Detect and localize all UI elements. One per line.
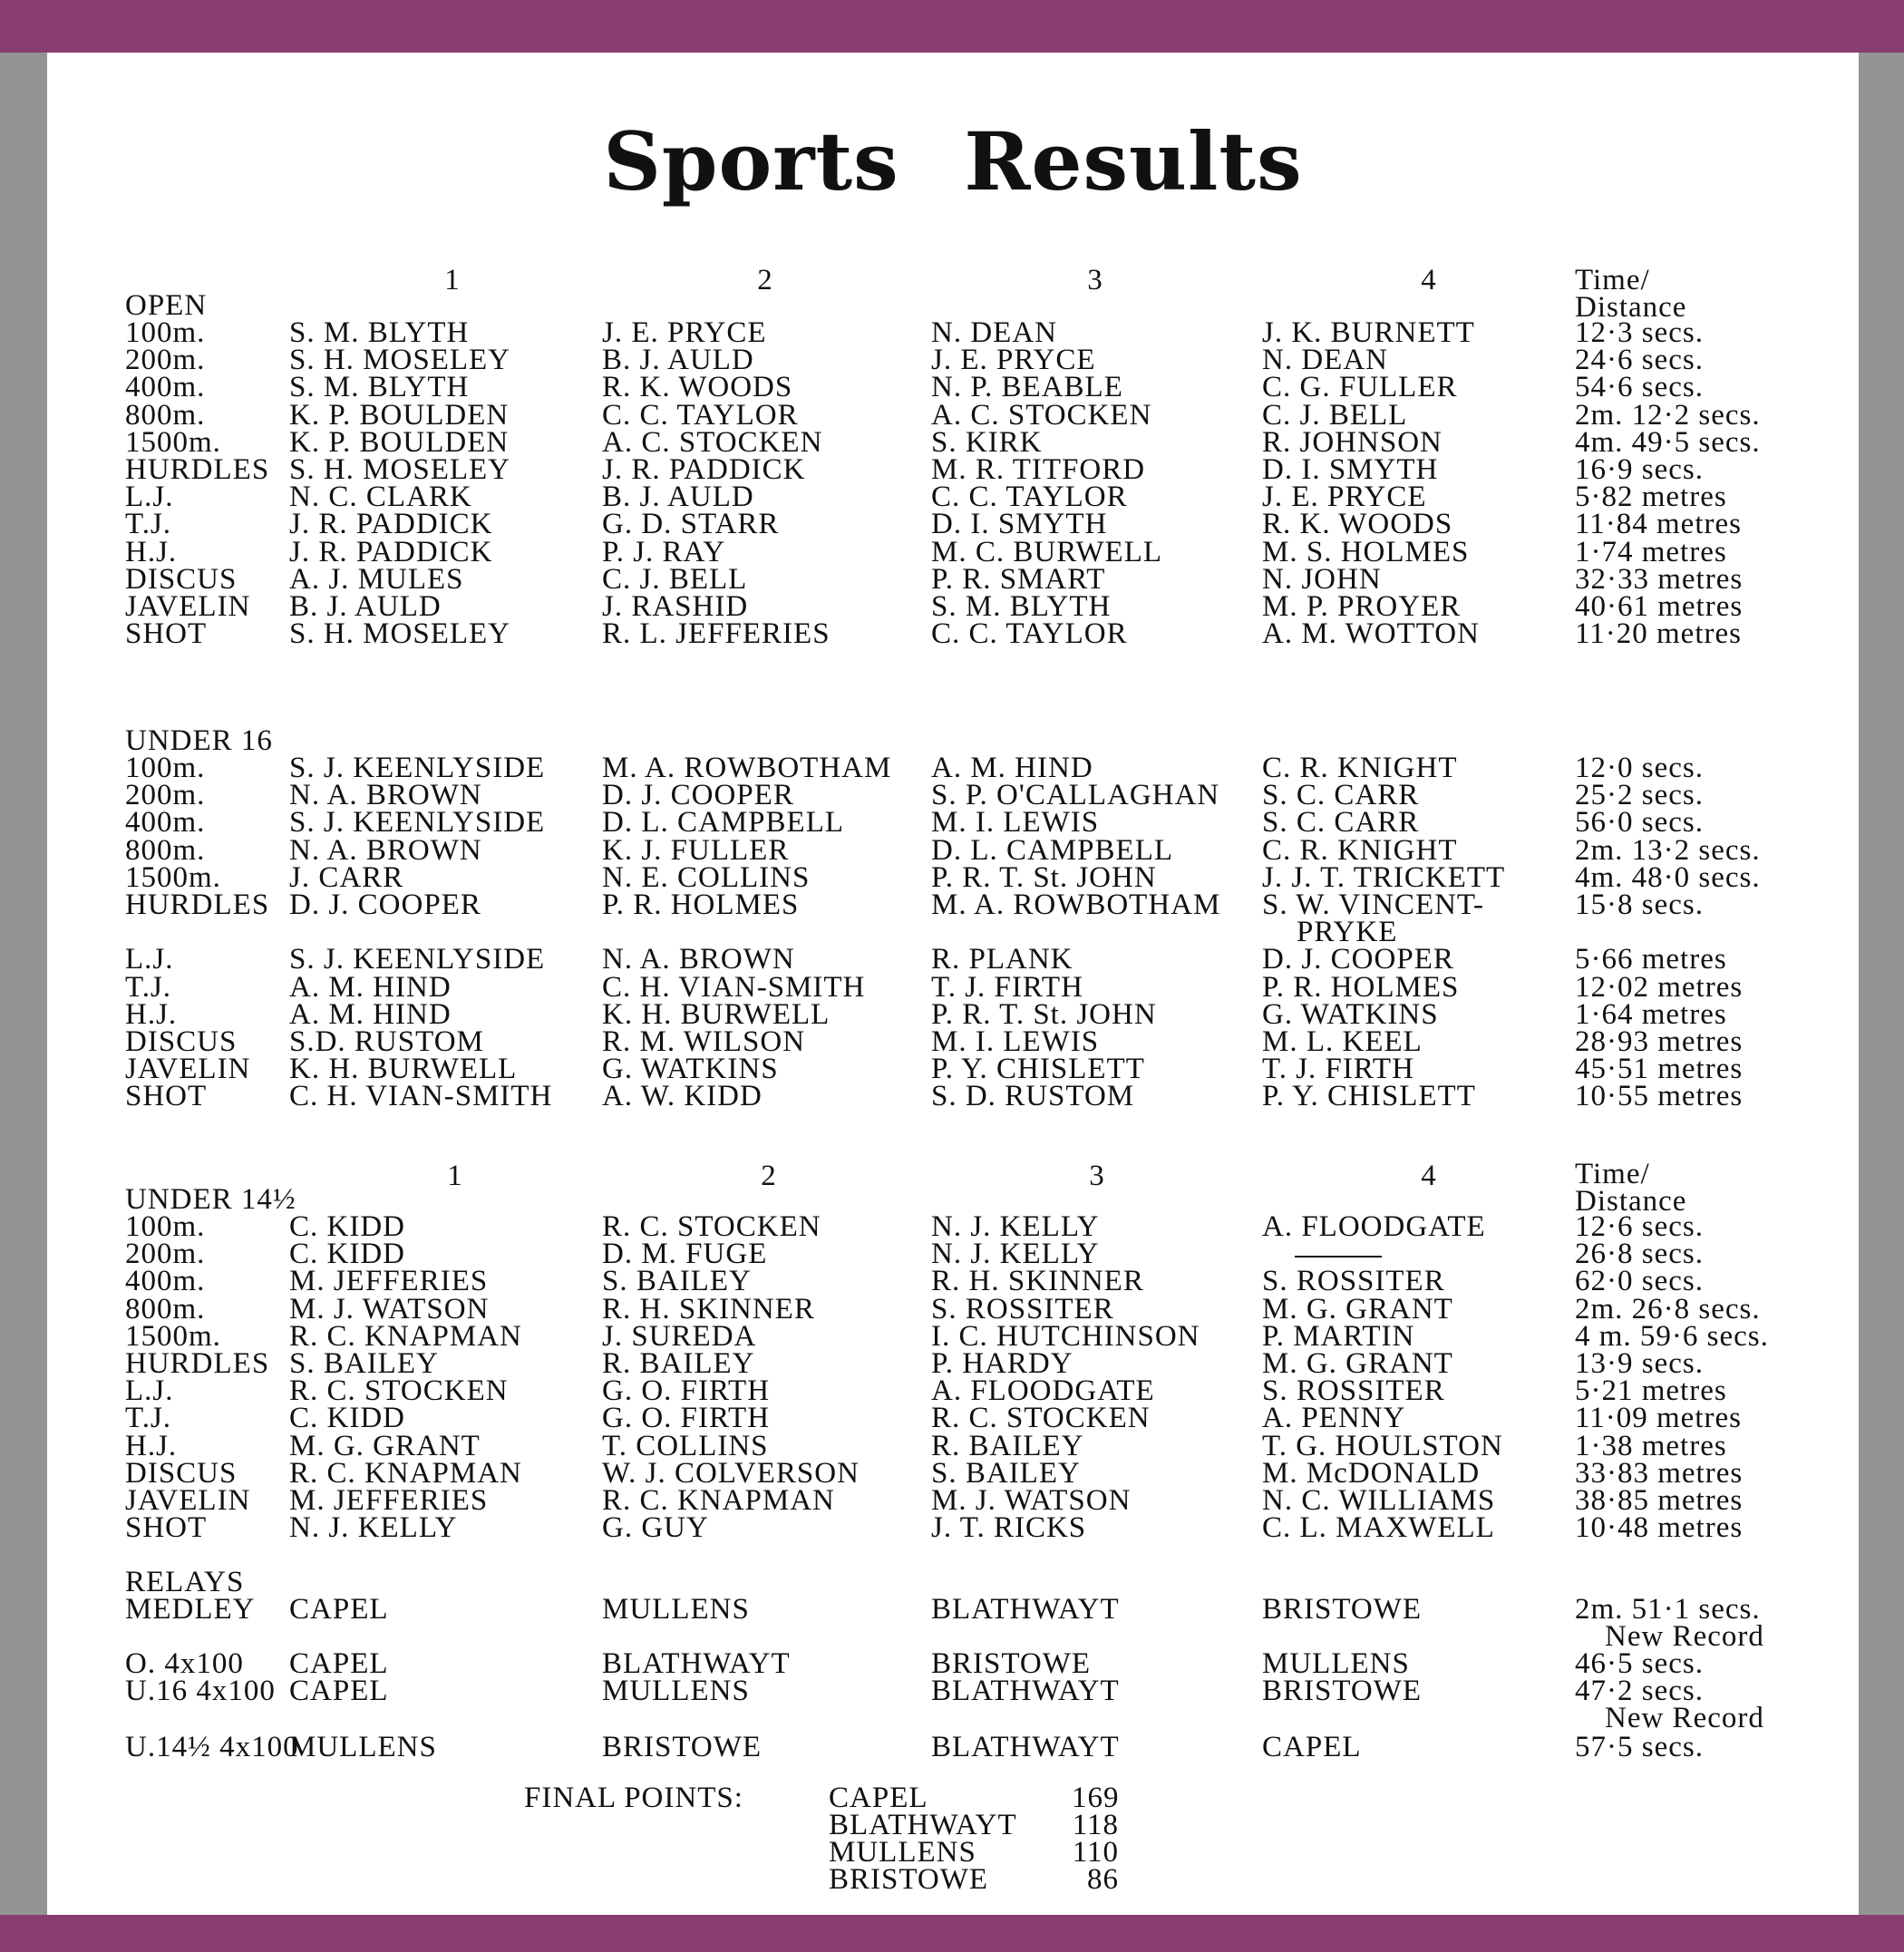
place-3-name: BRISTOWE (931, 1647, 1092, 1680)
place-2-name: M. A. ROWBOTHAM (602, 752, 892, 784)
page-title: Sports Results (603, 114, 1303, 209)
event-name: SHOT (125, 1080, 208, 1113)
place-2-name: D. L. CAMPBELL (602, 806, 845, 840)
place-3-name: J. T. RICKS (931, 1511, 1087, 1545)
place-2-name: MULLENS (602, 1675, 750, 1707)
event-name: 400m. (125, 806, 206, 840)
event-name: DISCUS (125, 1025, 238, 1058)
place-2-name: G. O. FIRTH (602, 1402, 771, 1435)
col-header-1: 1 (447, 1160, 463, 1192)
place-4-name: A. FLOODGATE (1262, 1210, 1486, 1243)
place-1-name: C. KIDD (289, 1402, 405, 1435)
section-label-under-16: UNDER 16 (125, 724, 273, 757)
place-4-name: D. J. COOPER (1262, 943, 1454, 976)
event-name: HURDLES (125, 1347, 270, 1380)
result-value: 33·83 metres (1575, 1456, 1744, 1490)
event-name: 1500m. (125, 860, 221, 894)
place-3-name: S. P. O'CALLAGHAN (931, 779, 1220, 812)
place-2-name: G. GUY (602, 1511, 709, 1545)
place-2-name: P. J. RAY (602, 535, 726, 568)
place-3-name: N. J. KELLY (931, 1210, 1100, 1243)
place-2-name: A. W. KIDD (602, 1080, 763, 1113)
place-2-name: C. H. VIAN-SMITH (602, 970, 866, 1004)
col-header-2: 2 (761, 1160, 777, 1192)
house-name: MULLENS (829, 1836, 976, 1869)
place-3-name: M. R. TITFORD (931, 453, 1146, 486)
place-1-name: S. J. KEENLYSIDE (289, 806, 546, 840)
place-2-name: G. D. STARR (602, 508, 780, 541)
place-4-name: D. I. SMYTH (1262, 453, 1439, 486)
place-3-name: N. P. BEABLE (931, 371, 1123, 404)
event-name: H.J. (125, 1429, 178, 1462)
result-value: 2m. 12·2 secs. (1575, 398, 1761, 432)
col-header-1: 1 (444, 264, 461, 296)
place-4-name: BRISTOWE (1262, 1675, 1423, 1707)
result-value: 62·0 secs. (1575, 1265, 1704, 1298)
result-value: 26·8 secs. (1575, 1238, 1704, 1271)
time-distance-header: Time/ (1575, 264, 1650, 296)
place-4-name: G. WATKINS (1262, 997, 1439, 1031)
place-2-name: D. M. FUGE (602, 1238, 768, 1271)
place-1-name: N. J. KELLY (289, 1511, 458, 1545)
place-2-name: R. C. STOCKEN (602, 1210, 821, 1243)
place-3-name: M. I. LEWIS (931, 1025, 1100, 1058)
place-4-name: J. J. T. TRICKETT (1262, 860, 1506, 894)
result-value: 1·74 metres (1575, 535, 1727, 568)
place-4-name: S. C. CARR (1262, 806, 1420, 840)
result-value: 40·61 metres (1575, 590, 1744, 623)
place-4-name: C. J. BELL (1262, 398, 1408, 432)
result-value: 54·6 secs. (1575, 371, 1704, 404)
result-value: 10·48 metres (1575, 1511, 1744, 1545)
place-2-name: R. K. WOODS (602, 371, 793, 404)
place-3-name: M. I. LEWIS (931, 806, 1100, 840)
result-value: 2m. 13·2 secs. (1575, 833, 1761, 867)
house-points: 169 (1072, 1782, 1120, 1814)
place-2-name: R. BAILEY (602, 1347, 755, 1380)
place-1-name: M. J. WATSON (289, 1292, 490, 1326)
result-value: 12·0 secs. (1575, 752, 1704, 784)
place-1-name: S. H. MOSELEY (289, 453, 511, 486)
place-1-name: C. KIDD (289, 1238, 405, 1271)
place-3-name: S. M. BLYTH (931, 590, 1112, 623)
place-2-name: B. J. AULD (602, 481, 754, 514)
place-3-name: C. C. TAYLOR (931, 617, 1128, 651)
place-3-name: BLATHWAYT (931, 1731, 1120, 1763)
place-3-name: R. C. STOCKEN (931, 1402, 1151, 1435)
section-label-open: OPEN (125, 289, 208, 322)
place-3-name: BLATHWAYT (931, 1675, 1120, 1707)
place-4-name: A. M. WOTTON (1262, 617, 1480, 651)
event-name: JAVELIN (125, 590, 251, 623)
event-name: L.J. (125, 1374, 174, 1408)
event-name: 200m. (125, 779, 206, 812)
place-3-name: R. BAILEY (931, 1429, 1084, 1462)
event-name: JAVELIN (125, 1053, 251, 1086)
place-2-name: S. BAILEY (602, 1265, 752, 1298)
place-4-name: T. J. FIRTH (1262, 1053, 1414, 1086)
place-1-name: S. M. BLYTH (289, 316, 470, 349)
place-2-name: J. SUREDA (602, 1319, 757, 1353)
place-4-name: N. C. WILLIAMS (1262, 1484, 1496, 1517)
place-4-name: P. MARTIN (1262, 1319, 1415, 1353)
place-1-name: M. JEFFERIES (289, 1484, 489, 1517)
place-1-name: A. M. HIND (289, 997, 452, 1031)
result-value: 5·66 metres (1575, 943, 1727, 976)
place-3-name: A. M. HIND (931, 752, 1093, 784)
result-value: 1·38 metres (1575, 1429, 1727, 1462)
result-value: 2m. 26·8 secs. (1575, 1292, 1761, 1326)
house-points: 86 (1087, 1863, 1119, 1896)
event-name: SHOT (125, 617, 208, 651)
place-1-name: N. A. BROWN (289, 779, 482, 812)
place-2-name: G. WATKINS (602, 1053, 779, 1086)
place-4-name: M. G. GRANT (1262, 1347, 1453, 1380)
house-name: BRISTOWE (829, 1863, 989, 1896)
place-4-name: S. ROSSITER (1262, 1374, 1445, 1408)
place-4-name: M. P. PROYER (1262, 590, 1462, 623)
result-value: 4m. 48·0 secs. (1575, 860, 1761, 894)
event-name: 800m. (125, 1292, 206, 1326)
result-value: 5·82 metres (1575, 481, 1727, 514)
result-value: 12·02 metres (1575, 970, 1744, 1004)
event-name: 200m. (125, 1238, 206, 1271)
place-3-name: I. C. HUTCHINSON (931, 1319, 1200, 1353)
place-3-name: N. J. KELLY (931, 1238, 1100, 1271)
place-2-name: MULLENS (602, 1593, 750, 1626)
place-4-name: M. McDONALD (1262, 1456, 1481, 1490)
place-3-name: M. J. WATSON (931, 1484, 1132, 1517)
place-2-name: A. C. STOCKEN (602, 425, 823, 459)
place-1-name: R. C. KNAPMAN (289, 1456, 522, 1490)
place-1-name: C. H. VIAN-SMITH (289, 1080, 553, 1113)
event-name: H.J. (125, 997, 178, 1031)
event-name: U.14½ 4x100 (125, 1731, 299, 1763)
place-4-name: J. E. PRYCE (1262, 481, 1427, 514)
event-name: L.J. (125, 943, 174, 976)
place-1-name: S. H. MOSELEY (289, 617, 511, 651)
place-2-name: K. J. FULLER (602, 833, 790, 867)
event-name: T.J. (125, 1402, 172, 1435)
place-1-name: N. A. BROWN (289, 833, 482, 867)
result-value: 10·55 metres (1575, 1080, 1744, 1113)
place-1-name: M. G. GRANT (289, 1429, 481, 1462)
place-3-name: J. E. PRYCE (931, 344, 1096, 377)
result-value: 13·9 secs. (1575, 1347, 1704, 1380)
place-4-name: R. JOHNSON (1262, 425, 1443, 459)
place-3-name: N. DEAN (931, 316, 1057, 349)
place-1-name: S. J. KEENLYSIDE (289, 943, 546, 976)
house-name: BLATHWAYT (829, 1809, 1017, 1841)
col-header-3: 3 (1089, 1160, 1105, 1192)
place-4-name: N. JOHN (1262, 562, 1382, 596)
result-value: 11·09 metres (1575, 1402, 1742, 1435)
place-1-name: J. R. PADDICK (289, 508, 493, 541)
place-4-name: T. G. HOULSTON (1262, 1429, 1503, 1462)
place-2-name: G. O. FIRTH (602, 1374, 771, 1408)
place-1-name: S. H. MOSELEY (289, 344, 511, 377)
event-name: T.J. (125, 970, 172, 1004)
house-points: 110 (1072, 1836, 1119, 1869)
event-name: 100m. (125, 316, 206, 349)
event-name: 800m. (125, 398, 206, 432)
place-4-name: S. ROSSITER (1262, 1265, 1445, 1298)
time-distance-header: Distance (1575, 291, 1687, 324)
place-3-name: P. Y. CHISLETT (931, 1053, 1145, 1086)
place-4-name: P. Y. CHISLETT (1262, 1080, 1476, 1113)
place-1-name: C. KIDD (289, 1210, 405, 1243)
place-2-name: C. C. TAYLOR (602, 398, 799, 432)
event-name: SHOT (125, 1511, 208, 1545)
result-value: 4m. 49·5 secs. (1575, 425, 1761, 459)
place-3-name: A. FLOODGATE (931, 1374, 1155, 1408)
event-name: HURDLES (125, 453, 270, 486)
place-1-name: CAPEL (289, 1675, 389, 1707)
event-name: 100m. (125, 1210, 206, 1243)
place-2-name: N. A. BROWN (602, 943, 795, 976)
place-4-name: CAPEL (1262, 1731, 1362, 1763)
event-name: H.J. (125, 535, 178, 568)
place-2-name: J. R. PADDICK (602, 453, 806, 486)
no-entry-dash (1295, 1256, 1382, 1258)
place-2-name: C. J. BELL (602, 562, 748, 596)
place-1-name: M. JEFFERIES (289, 1265, 489, 1298)
result-value: 24·6 secs. (1575, 344, 1704, 377)
place-1-name: K. P. BOULDEN (289, 425, 510, 459)
time-distance-header: Distance (1575, 1185, 1687, 1218)
event-name: L.J. (125, 481, 174, 514)
col-header-4: 4 (1421, 264, 1437, 296)
place-4-name: A. PENNY (1262, 1402, 1406, 1435)
place-1-name: R. C. STOCKEN (289, 1374, 509, 1408)
event-name: MEDLEY (125, 1593, 256, 1626)
place-2-name: P. R. HOLMES (602, 889, 800, 921)
place-3-name: S. KIRK (931, 425, 1043, 459)
result-value: 38·85 metres (1575, 1484, 1744, 1517)
place-3-name: P. R. SMART (931, 562, 1106, 596)
event-name: 400m. (125, 371, 206, 404)
result-value: 4 m. 59·6 secs. (1575, 1319, 1769, 1353)
place-2-name: R. H. SKINNER (602, 1292, 815, 1326)
place-3-name: R. PLANK (931, 943, 1073, 976)
place-4-name: C. R. KNIGHT (1262, 833, 1458, 867)
place-2-name: BRISTOWE (602, 1731, 763, 1763)
place-2-name: R. L. JEFFERIES (602, 617, 831, 651)
result-value: 45·51 metres (1575, 1053, 1744, 1086)
place-3-name: P. R. T. St. JOHN (931, 860, 1157, 894)
place-4-name: M. S. HOLMES (1262, 535, 1470, 568)
place-1-name: A. M. HIND (289, 970, 452, 1004)
place-3-name: M. A. ROWBOTHAM (931, 889, 1221, 921)
result-value: 46·5 secs. (1575, 1647, 1704, 1680)
bottom-border-bar (0, 1915, 1904, 1952)
place-2-name: W. J. COLVERSON (602, 1456, 860, 1490)
place-4-name: R. K. WOODS (1262, 508, 1453, 541)
place-2-name: R. M. WILSON (602, 1025, 806, 1058)
place-1-name: S. J. KEENLYSIDE (289, 752, 546, 784)
place-2-name: J. RASHID (602, 590, 749, 623)
col-header-2: 2 (757, 264, 773, 296)
result-value: 12·6 secs. (1575, 1210, 1704, 1243)
result-value: 56·0 secs. (1575, 806, 1704, 840)
place-2-name: BLATHWAYT (602, 1647, 791, 1680)
place-3-name: R. H. SKINNER (931, 1265, 1144, 1298)
place-4-name: BRISTOWE (1262, 1593, 1423, 1626)
place-1-name: B. J. AULD (289, 590, 442, 623)
result-value: New Record (1605, 1702, 1764, 1734)
section-label-under-14: UNDER 14½ (125, 1183, 296, 1216)
place-4-name: C. R. KNIGHT (1262, 752, 1458, 784)
place-4-name: S. W. VINCENT- (1262, 889, 1485, 921)
page (47, 53, 1859, 1915)
result-value: 25·2 secs. (1575, 779, 1704, 812)
house-points: 118 (1072, 1809, 1119, 1841)
place-3-name: S. D. RUSTOM (931, 1080, 1135, 1113)
place-2-name: D. J. COOPER (602, 779, 794, 812)
place-1-name: MULLENS (289, 1731, 437, 1763)
result-value: 12·3 secs. (1575, 316, 1704, 349)
event-name: 400m. (125, 1265, 206, 1298)
event-name: HURDLES (125, 889, 270, 921)
place-1-name: S. M. BLYTH (289, 371, 470, 404)
place-1-name: S. BAILEY (289, 1347, 439, 1380)
place-1-name: A. J. MULES (289, 562, 464, 596)
place-3-name: M. C. BURWELL (931, 535, 1163, 568)
result-value: 5·21 metres (1575, 1374, 1727, 1408)
place-3-name: BLATHWAYT (931, 1593, 1120, 1626)
place-1-name: CAPEL (289, 1593, 389, 1626)
event-name: DISCUS (125, 1456, 238, 1490)
place-4-name: C. L. MAXWELL (1262, 1511, 1495, 1545)
result-value: 16·9 secs. (1575, 453, 1704, 486)
place-1-name: J. R. PADDICK (289, 535, 493, 568)
place-3-name: S. ROSSITER (931, 1292, 1114, 1326)
place-3-name: S. BAILEY (931, 1456, 1081, 1490)
place-2-name: N. E. COLLINS (602, 860, 811, 894)
place-1-name: CAPEL (289, 1647, 389, 1680)
place-4-name: P. R. HOLMES (1262, 970, 1460, 1004)
place-3-name: T. J. FIRTH (931, 970, 1083, 1004)
result-value: 32·33 metres (1575, 562, 1744, 596)
result-value: 57·5 secs. (1575, 1731, 1704, 1763)
event-name: O. 4x100 (125, 1647, 244, 1680)
result-value: 11·84 metres (1575, 508, 1742, 541)
result-value: New Record (1605, 1620, 1764, 1653)
place-1-name: D. J. COOPER (289, 889, 481, 921)
place-3-name: P. R. T. St. JOHN (931, 997, 1157, 1031)
final-points-label: FINAL POINTS: (524, 1782, 743, 1814)
place-4-name: J. K. BURNETT (1262, 316, 1475, 349)
result-value: 47·2 secs. (1575, 1675, 1704, 1707)
place-4-name: N. DEAN (1262, 344, 1388, 377)
event-name: U.16 4x100 (125, 1675, 276, 1707)
place-2-name: T. COLLINS (602, 1429, 769, 1462)
result-value: 1·64 metres (1575, 997, 1727, 1031)
top-border-bar (0, 0, 1904, 53)
event-name: 200m. (125, 344, 206, 377)
place-4-name: S. C. CARR (1262, 779, 1420, 812)
place-4-name: PRYKE (1297, 916, 1398, 949)
event-name: JAVELIN (125, 1484, 251, 1517)
event-name: 800m. (125, 833, 206, 867)
place-1-name: K. H. BURWELL (289, 1053, 518, 1086)
place-4-name: MULLENS (1262, 1647, 1410, 1680)
place-2-name: B. J. AULD (602, 344, 754, 377)
event-name: 1500m. (125, 1319, 221, 1353)
place-2-name: J. E. PRYCE (602, 316, 767, 349)
event-name: DISCUS (125, 562, 238, 596)
event-name: T.J. (125, 508, 172, 541)
place-3-name: C. C. TAYLOR (931, 481, 1128, 514)
place-1-name: N. C. CLARK (289, 481, 472, 514)
place-4-name: M. L. KEEL (1262, 1025, 1423, 1058)
place-3-name: P. HARDY (931, 1347, 1073, 1380)
time-distance-header: Time/ (1575, 1158, 1650, 1190)
result-value: 15·8 secs. (1575, 889, 1704, 921)
col-header-4: 4 (1421, 1160, 1437, 1192)
place-1-name: K. P. BOULDEN (289, 398, 510, 432)
section-label-relays: RELAYS (125, 1566, 245, 1598)
place-2-name: K. H. BURWELL (602, 997, 831, 1031)
place-1-name: S.D. RUSTOM (289, 1025, 484, 1058)
place-4-name: M. G. GRANT (1262, 1292, 1453, 1326)
place-1-name: R. C. KNAPMAN (289, 1319, 522, 1353)
event-name: 1500m. (125, 425, 221, 459)
place-4-name: C. G. FULLER (1262, 371, 1458, 404)
result-value: 11·20 metres (1575, 617, 1742, 651)
place-3-name: D. I. SMYTH (931, 508, 1108, 541)
event-name: 100m. (125, 752, 206, 784)
col-header-3: 3 (1087, 264, 1103, 296)
place-3-name: A. C. STOCKEN (931, 398, 1152, 432)
house-name: CAPEL (829, 1782, 928, 1814)
place-3-name: D. L. CAMPBELL (931, 833, 1174, 867)
place-2-name: R. C. KNAPMAN (602, 1484, 835, 1517)
result-value: 2m. 51·1 secs. (1575, 1593, 1761, 1626)
place-1-name: J. CARR (289, 860, 404, 894)
result-value: 28·93 metres (1575, 1025, 1744, 1058)
